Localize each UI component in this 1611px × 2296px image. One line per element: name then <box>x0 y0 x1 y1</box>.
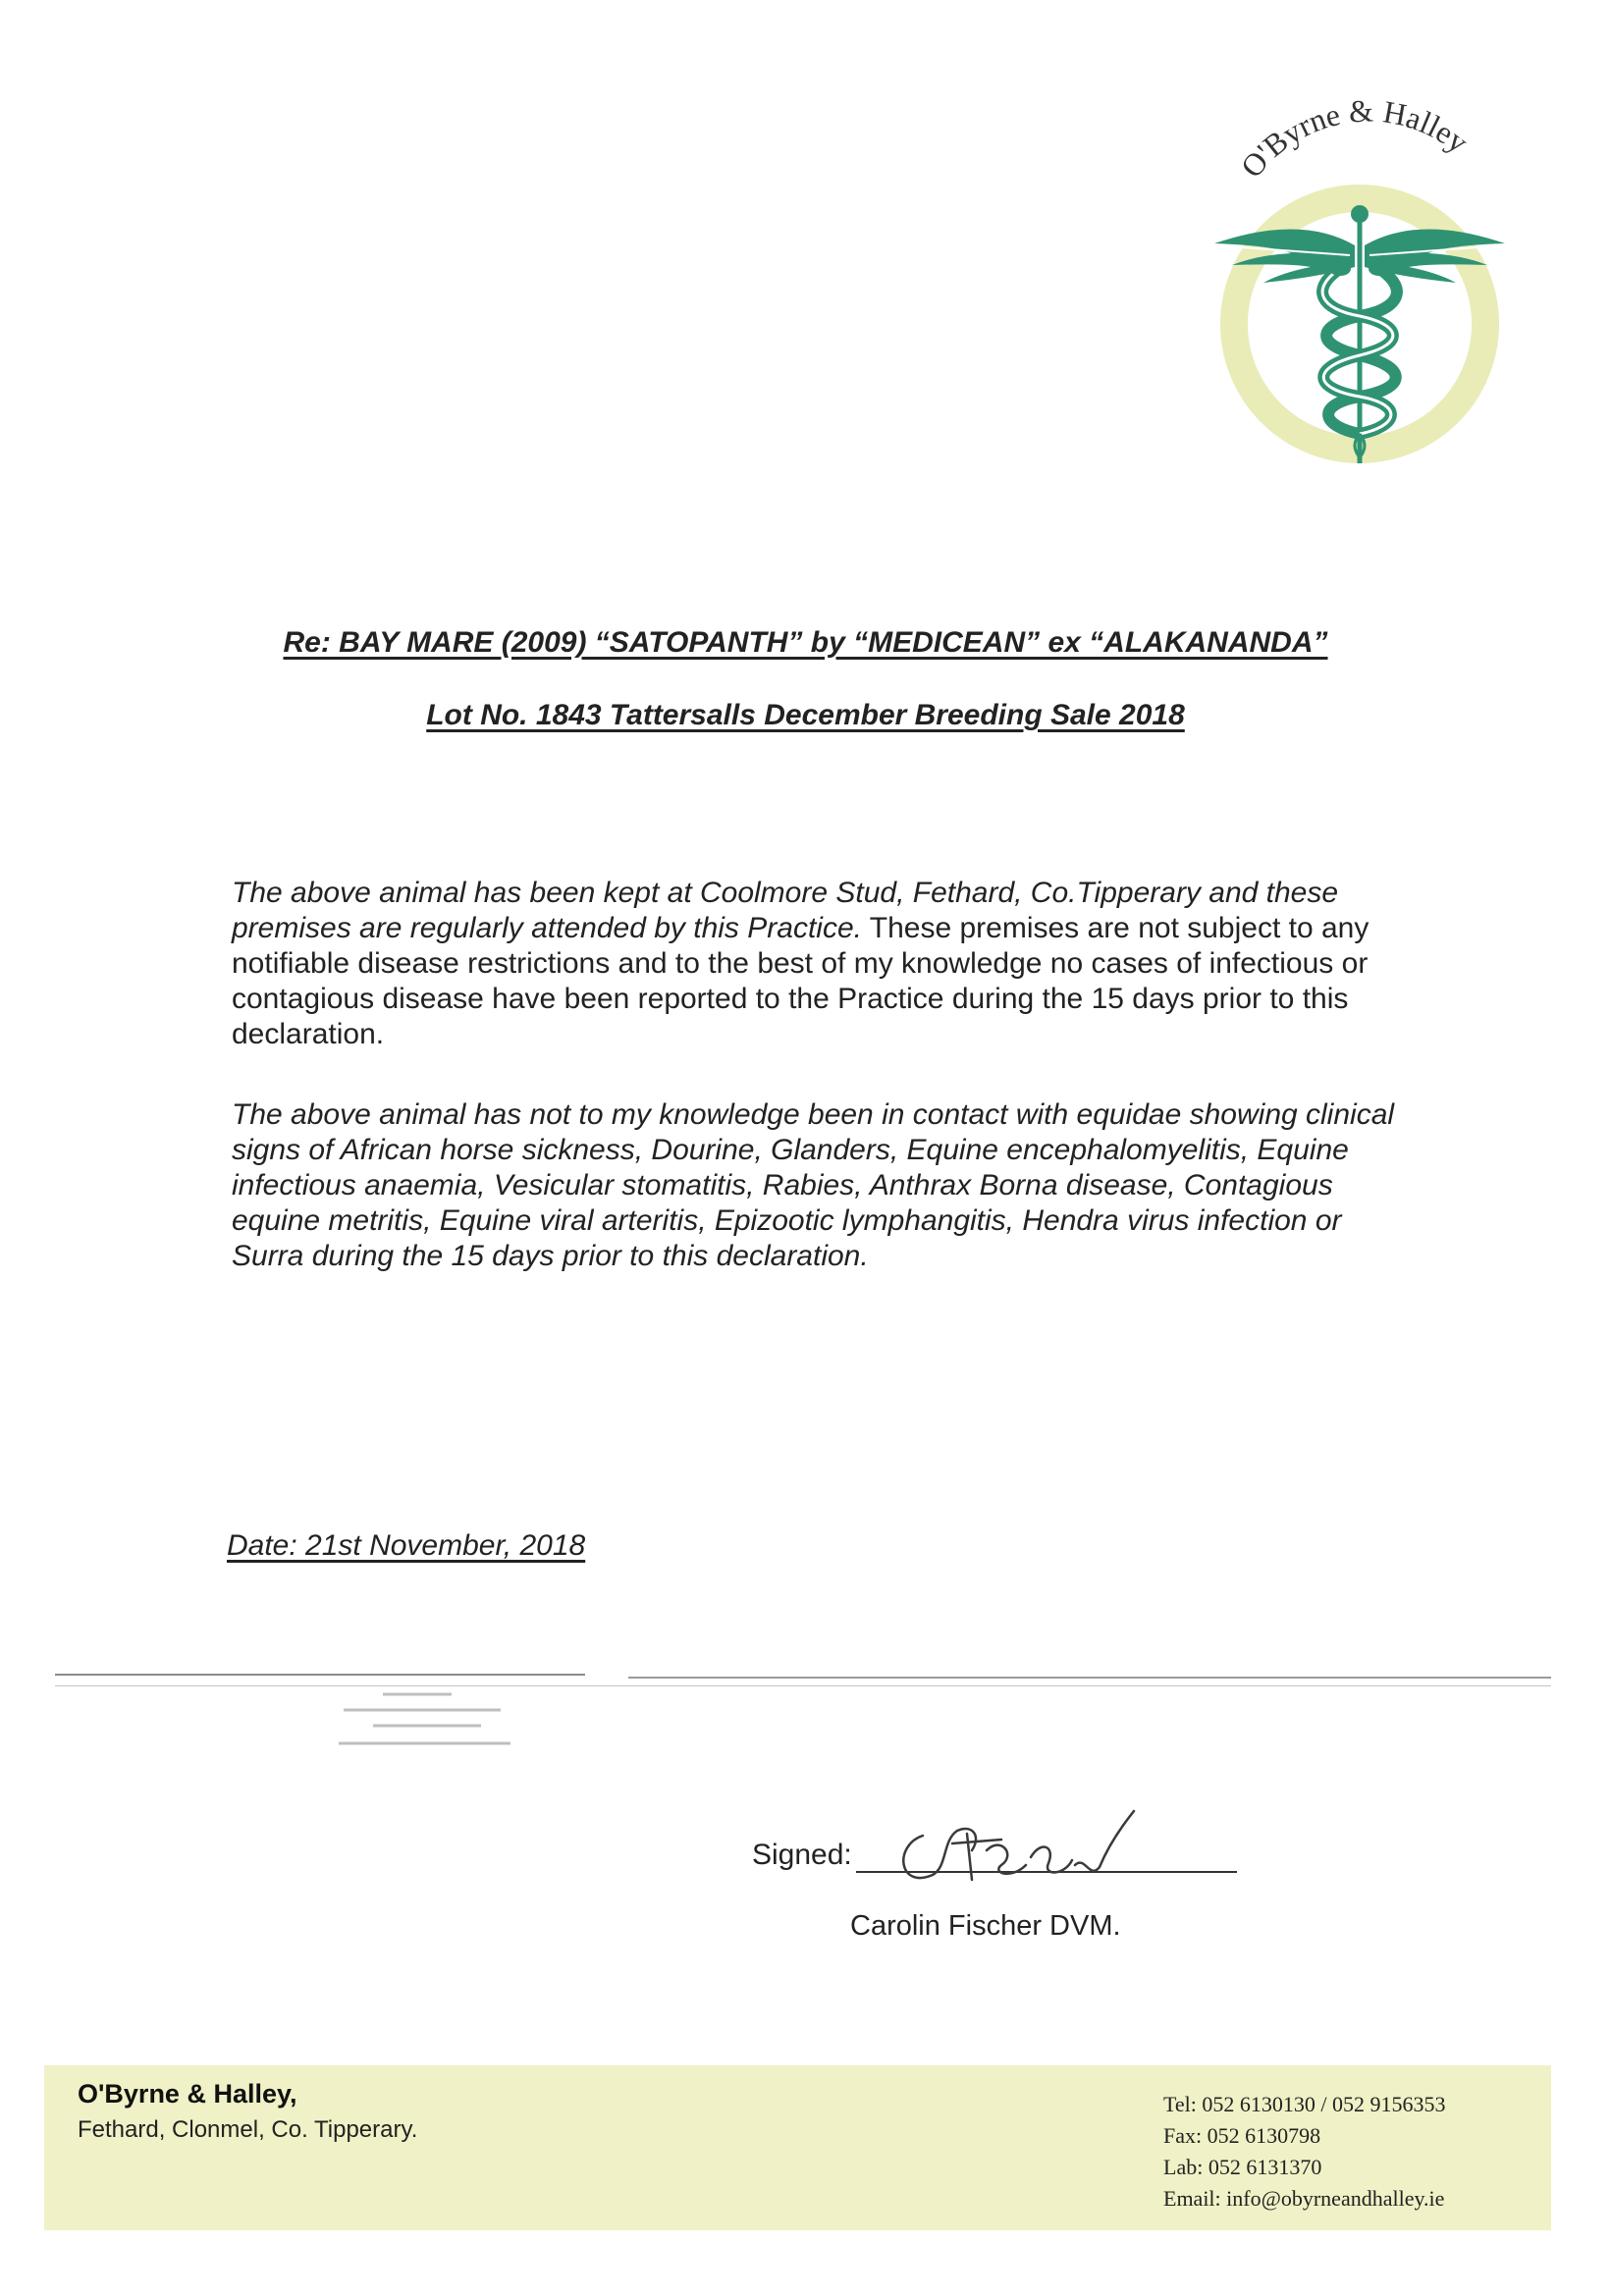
footer-email: Email: info@obyrneandhalley.ie <box>1163 2186 1445 2211</box>
letterhead-footer <box>44 2065 1551 2230</box>
signer-name: Carolin Fischer DVM. <box>850 1910 1121 1942</box>
declaration-date: Date: 21st November, 2018 <box>227 1529 586 1562</box>
para1-regular-text: These premises are not subject to any notifiable disease restrictions and to the best of my knowledge no cases of infectious or contagious disease have been reported to the Practice during the 15 days prior to this declaration. <box>232 912 1369 1050</box>
footer-contacts <box>1163 2089 1446 2215</box>
subject-heading: Re: BAY MARE (2009) “SATOPANTH” by “MEDICEAN” ex “ALAKANANDA” <box>283 626 1328 659</box>
para1-italic-text: The above animal has been kept at Coolmore Stud, Fethard, Co.Tipperary and these premises are regularly attended by this Practice. <box>232 877 1339 944</box>
body-paragraph-2: The above animal has not to my knowledge been in contact with equidae showing clinical signs of African horse sickness, Dourine, Glanders, Equine encephalomyelitis, Equine infectious anaemia, Vesicular stomatitis, Rabies, Anthrax Borna disease, Contagious equine metritis, Equine viral arteritis, Epizootic lymphangitis, Hendra virus infection or Surra during the 15 days prior to this declaration. <box>232 1098 1395 1272</box>
logo-text: O'Byrne & Halley <box>1233 98 1476 185</box>
caduceus-icon <box>1203 98 1527 471</box>
divider-line <box>55 1674 585 1676</box>
footer-fax: Fax: 052 6130798 <box>1163 2123 1321 2148</box>
footer-practice-name: O'Byrne & Halley, <box>78 2079 297 2109</box>
footer-lab: Lab: 052 6131370 <box>1163 2155 1322 2179</box>
practice-logo <box>1203 98 1527 471</box>
footer-tel: Tel: 052 6130130 / 052 9156353 <box>1163 2092 1446 2116</box>
footer-address: Fethard, Clonmel, Co. Tipperary. <box>78 2116 418 2143</box>
body-paragraph-1 <box>232 876 1420 1052</box>
handwritten-signature <box>893 1796 1149 1895</box>
signed-label: Signed: <box>752 1839 852 1871</box>
lot-heading: Lot No. 1843 Tattersalls December Breeding Sale 2018 <box>426 699 1185 731</box>
faint-stamp <box>334 1686 520 1757</box>
divider-line <box>55 1685 1551 1686</box>
divider-line <box>628 1677 1551 1679</box>
